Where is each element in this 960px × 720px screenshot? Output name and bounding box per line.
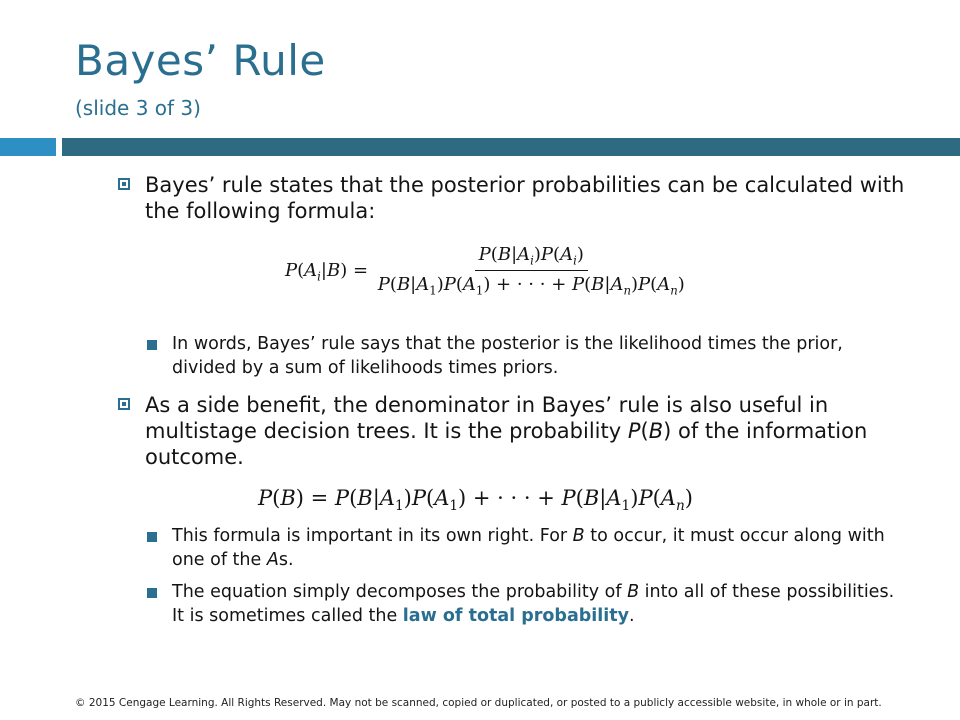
bullet-text: As a side benefit, the denominator in Bayes’ rule is also useful in multistage decision trees. It is the probability P(B) of the information outcome. <box>145 393 868 469</box>
math-var: B <box>648 419 664 443</box>
slide-title: Bayes’ Rule <box>75 36 326 85</box>
text-part: This formula is important in its own right. For <box>172 526 573 546</box>
slide-subtitle: (slide 3 of 3) <box>75 96 201 120</box>
bullet-text-part: As a side benefit, the denominator in Bayes’ rule is also useful in multistage decision trees. It is the probability <box>145 393 829 443</box>
copyright-footer: © 2015 Cengage Learning. All Rights Reserved. May not be scanned, copied or duplicated, or posted to a publicly accessible website, in whole or in part. <box>75 697 882 709</box>
text-part: to occur, it must occur along with one of the <box>172 526 885 570</box>
bullet-text: Bayes’ rule states that the posterior probabilities can be calculated with the following formula: <box>145 173 905 223</box>
text-part: The equation simply decomposes the probability of <box>172 582 628 602</box>
square-bullet-icon <box>147 340 157 350</box>
math-var: P <box>627 419 641 443</box>
key-term: law of total probability <box>402 606 630 626</box>
sub-bullet-text: In words, Bayes’ rule says that the posterior is the likelihood times the prior, divided by a sum of likelihoods times priors. <box>172 334 843 378</box>
math-var: B <box>627 582 640 602</box>
math-var: B <box>572 526 585 546</box>
total-probability-formula: $P(B) = P(B|A_1)P(A_1)$ + · · · + $P(B|A_1)P(A_n)$ <box>258 486 693 515</box>
text-part: . <box>629 606 635 626</box>
math-var: A <box>266 550 279 570</box>
square-bullet-icon <box>147 588 157 598</box>
bayes-formula: $P(A_i|B)$ = $\frac{P(B|A_i)P(A_i)}{P(B|A_1)P(A_1) + \cdot \cdot \cdot + P(B|A_n)P(A_n)}$ <box>285 244 685 298</box>
sub-bullet-text <box>172 524 907 572</box>
bullet-text-part: of the information outcome. <box>145 419 868 469</box>
text-part: s. <box>278 550 294 570</box>
square-bullet-icon <box>118 178 130 190</box>
text-part: into all of these possibilities. It is sometimes called the <box>172 582 895 626</box>
square-bullet-icon <box>147 532 157 542</box>
sub-bullet-text <box>172 580 907 628</box>
square-bullet-icon <box>118 398 130 410</box>
